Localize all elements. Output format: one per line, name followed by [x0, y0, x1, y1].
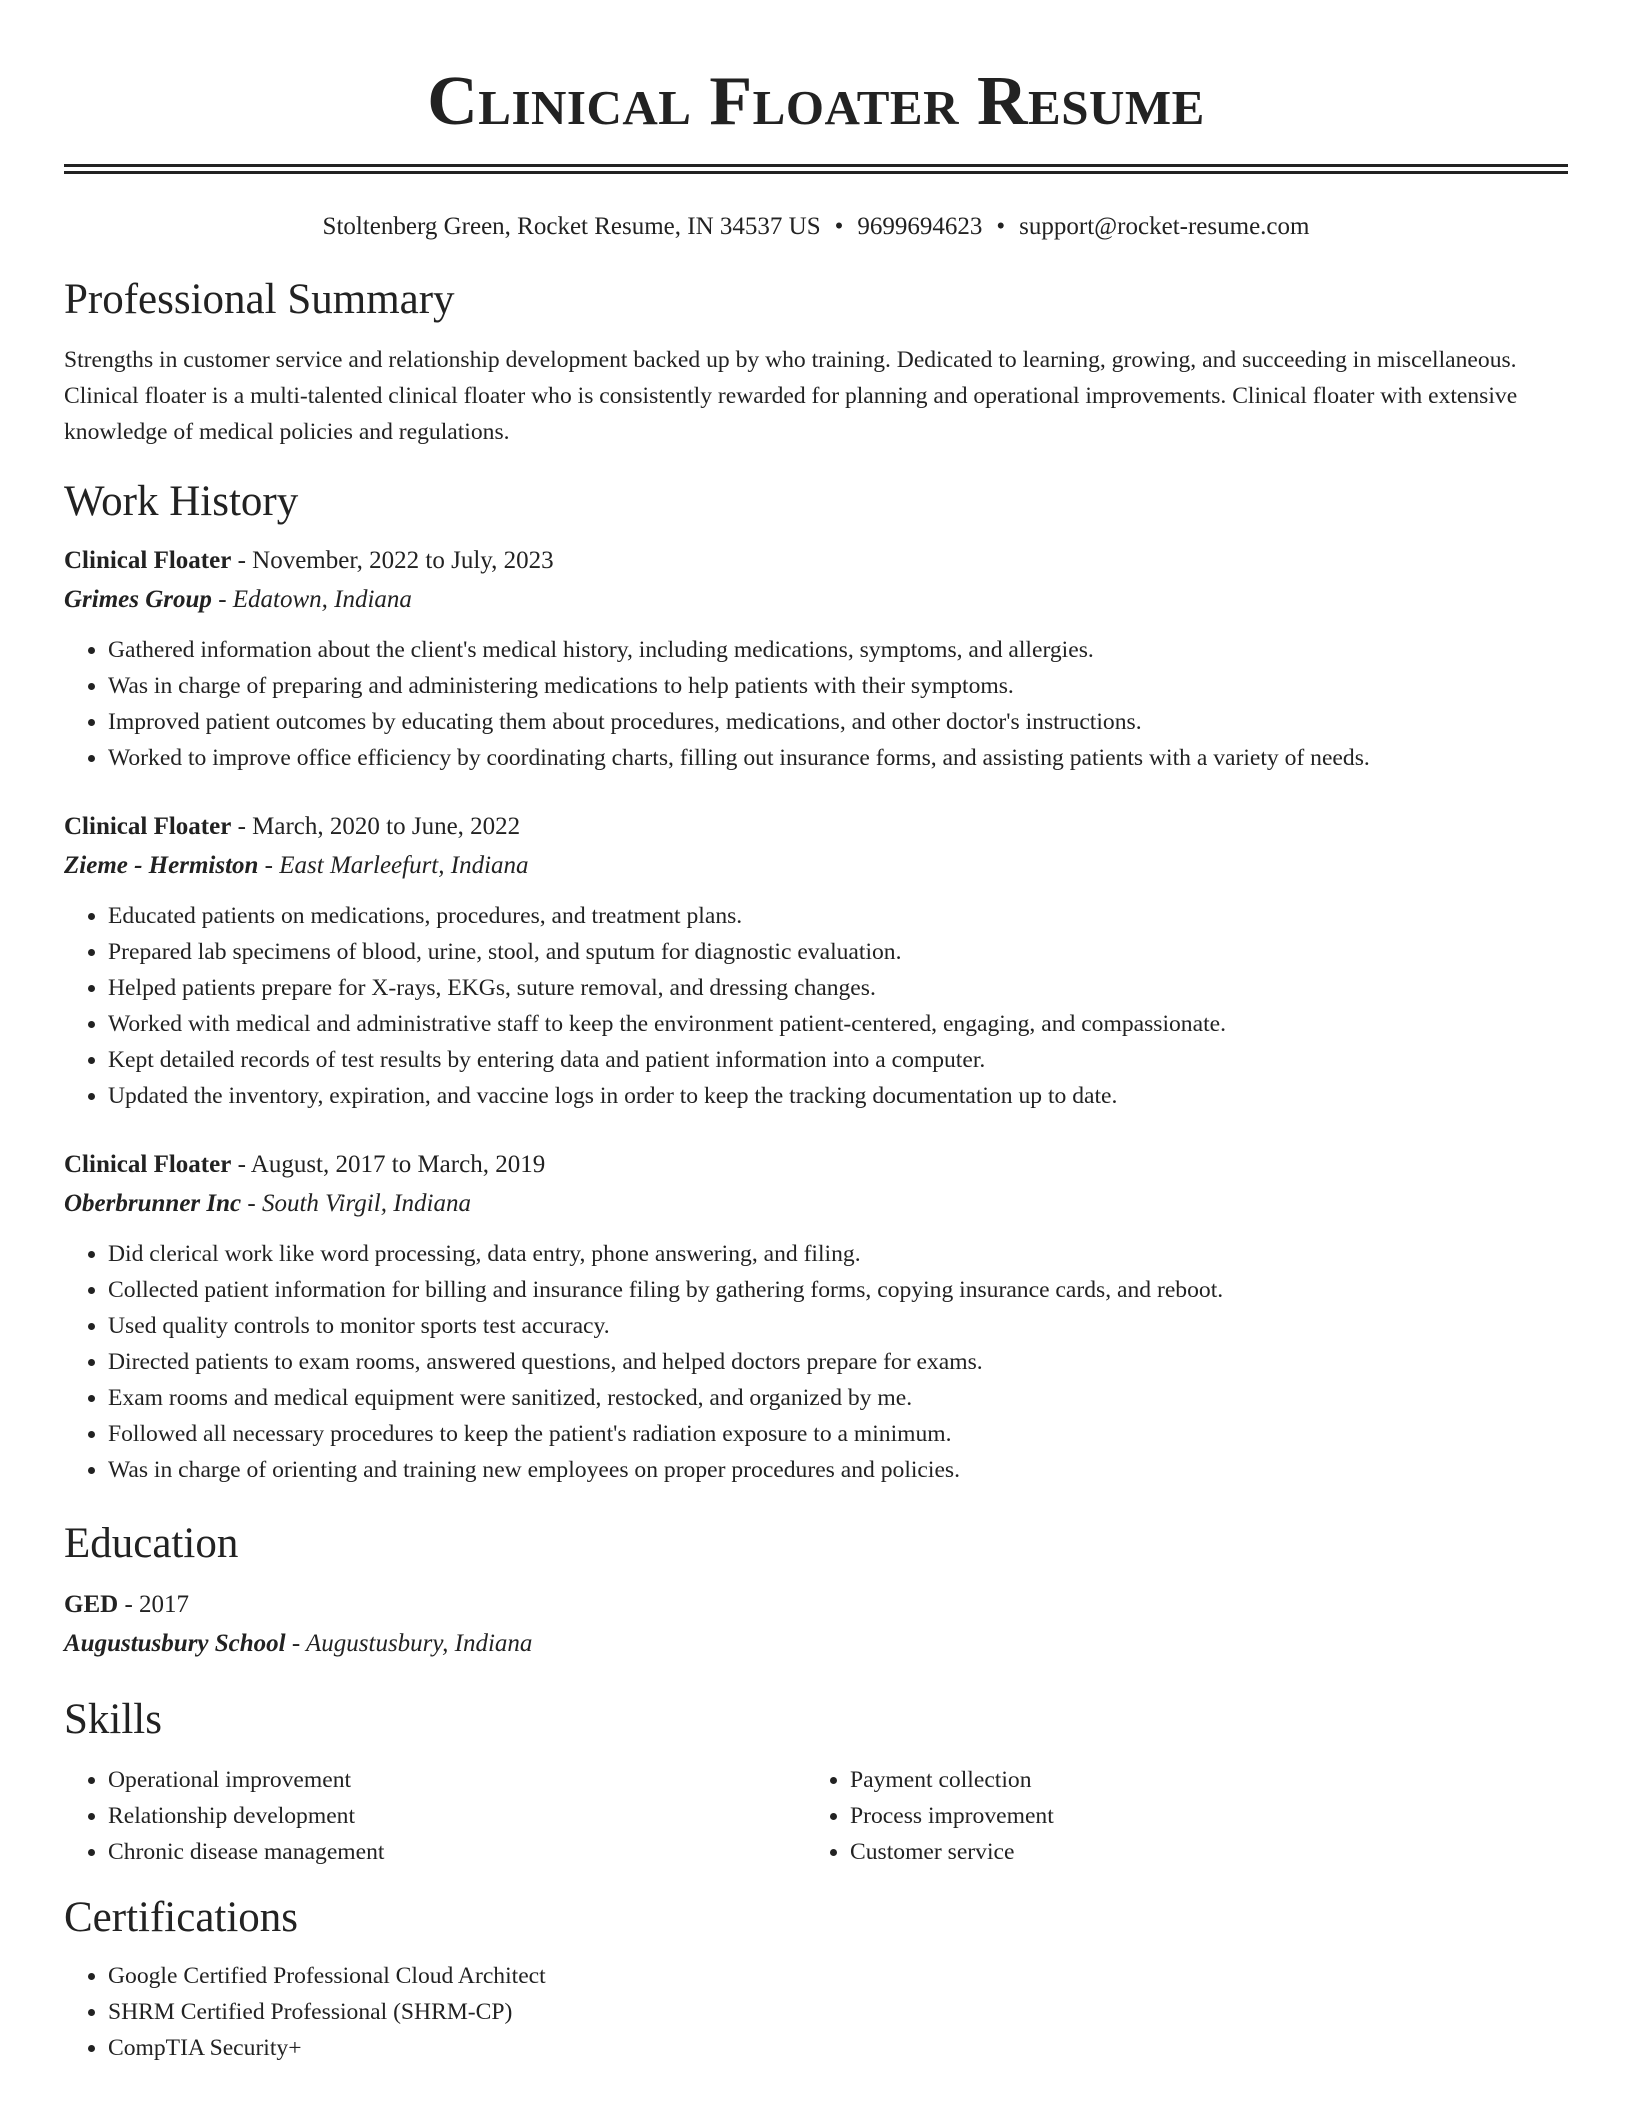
job-entry	[64, 1146, 1568, 1488]
list-item: • Updated the inventory, expiration, and vaccine logs in order to keep the tracking documentation up to date.	[108, 1078, 1568, 1114]
education-heading: Education	[64, 1520, 239, 1567]
job-role-line	[64, 808, 1568, 846]
certifications-list	[64, 1958, 1568, 2066]
list-item: • Relationship development	[108, 1798, 806, 1834]
skills-list-left	[64, 1762, 806, 1870]
job-location: - East Marleefurt, Indiana	[258, 852, 529, 879]
contact-separator: •	[834, 213, 844, 240]
list-item: • Exam rooms and medical equipment were sanitized, restocked, and organized by me.	[108, 1380, 1568, 1416]
job-dates: - March, 2020 to June, 2022	[231, 813, 521, 840]
list-item: • Improved patient outcomes by educating them about procedures, medications, and other doctor's instructions.	[108, 704, 1568, 740]
list-item: • Followed all necessary procedures to keep the patient's radiation exposure to a minimum.	[108, 1416, 1568, 1452]
job-company-line	[64, 846, 1568, 886]
job-company-line	[64, 1184, 1568, 1224]
job-company: Oberbrunner Inc	[64, 1190, 242, 1217]
job-entry	[64, 808, 1568, 1114]
skills-heading: Skills	[64, 1696, 162, 1743]
title-double-rule	[64, 164, 1568, 174]
summary-heading: Professional Summary	[64, 276, 455, 323]
list-item: • Educated patients on medications, procedures, and treatment plans.	[108, 898, 1568, 934]
list-item: • Worked with medical and administrative staff to keep the environment patient-centered, engaging, and compassionate.	[108, 1006, 1568, 1042]
job-company-line	[64, 580, 1568, 620]
list-item: • Used quality controls to monitor sports test accuracy.	[108, 1308, 1568, 1344]
job-bullet-list	[64, 632, 1568, 776]
list-item: • Gathered information about the client's medical history, including medications, symptoms, and allergies.	[108, 632, 1568, 668]
job-location: - South Virgil, Indiana	[241, 1190, 471, 1217]
job-entry	[64, 542, 1568, 776]
certifications-heading: Certifications	[64, 1894, 299, 1941]
job-location: - Edatown, Indiana	[211, 586, 412, 613]
list-item: • Directed patients to exam rooms, answered questions, and helped doctors prepare for exams.	[108, 1344, 1568, 1380]
job-bullet-list	[64, 898, 1568, 1114]
contact-address: Stoltenberg Green, Rocket Resume, IN 34537 US	[322, 213, 821, 240]
list-item: • Kept detailed records of test results by entering data and patient information into a computer.	[108, 1042, 1568, 1078]
education-location: - Augustusbury, Indiana	[285, 1630, 533, 1657]
skills-list-right	[806, 1762, 1548, 1870]
contact-line	[64, 210, 1568, 244]
job-dates: - November, 2022 to July, 2023	[231, 547, 554, 574]
skills-grid	[64, 1762, 1568, 1870]
list-item: • Was in charge of orienting and training new employees on proper procedures and policies.	[108, 1452, 1568, 1488]
job-dates: - August, 2017 to March, 2019	[231, 1151, 546, 1178]
job-role-line	[64, 1146, 1568, 1184]
contact-separator: •	[996, 213, 1006, 240]
list-item: • Collected patient information for billing and insurance filing by gathering forms, copying insurance cards, and reboot.	[108, 1272, 1568, 1308]
job-role: Clinical Floater	[64, 1151, 232, 1178]
list-item: • CompTIA Security+	[108, 2030, 1568, 2066]
contact-phone: 9699694623	[857, 213, 983, 240]
list-item: • Process improvement	[850, 1798, 1548, 1834]
list-item: • Chronic disease management	[108, 1834, 806, 1870]
education-entry	[64, 1586, 1568, 1664]
list-item: • Prepared lab specimens of blood, urine, stool, and sputum for diagnostic evaluation.	[108, 934, 1568, 970]
job-role: Clinical Floater	[64, 547, 232, 574]
education-year: - 2017	[118, 1591, 190, 1618]
list-item: • Payment collection	[850, 1762, 1548, 1798]
job-company: Zieme - Hermiston	[64, 852, 259, 879]
contact-email: support@rocket-resume.com	[1019, 213, 1310, 240]
work-history-heading: Work History	[64, 478, 299, 525]
education-degree: GED	[64, 1591, 119, 1618]
list-item: • Was in charge of preparing and administering medications to help patients with their symptoms.	[108, 668, 1568, 704]
list-item: • Helped patients prepare for X-rays, EKGs, suture removal, and dressing changes.	[108, 970, 1568, 1006]
list-item: • Operational improvement	[108, 1762, 806, 1798]
job-role-line	[64, 542, 1568, 580]
education-school: Augustusbury School	[64, 1630, 286, 1657]
job-role: Clinical Floater	[64, 813, 232, 840]
job-bullet-list	[64, 1236, 1568, 1488]
list-item: • Google Certified Professional Cloud Architect	[108, 1958, 1568, 1994]
list-item: • Did clerical work like word processing, data entry, phone answering, and filing.	[108, 1236, 1568, 1272]
list-item: • SHRM Certified Professional (SHRM-CP)	[108, 1994, 1568, 2030]
education-school-line	[64, 1624, 1568, 1664]
page-title: Clinical Floater Resume	[427, 63, 1205, 140]
list-item: • Worked to improve office efficiency by coordinating charts, filling out insurance forms, and assisting patients with a variety of needs.	[108, 740, 1568, 776]
education-degree-line	[64, 1586, 1568, 1624]
job-company: Grimes Group	[64, 586, 212, 613]
summary-text: Strengths in customer service and relationship development backed up by who training. Dedicated to learning, growing, and succeeding in miscellaneous. Clinical floater is a multi-talented clinical floater who is consistently rewarded for planning and operational improvements. Clinical floater with extensive knowledge of medical policies and regulations.	[64, 347, 1518, 445]
list-item: • Customer service	[850, 1834, 1548, 1870]
